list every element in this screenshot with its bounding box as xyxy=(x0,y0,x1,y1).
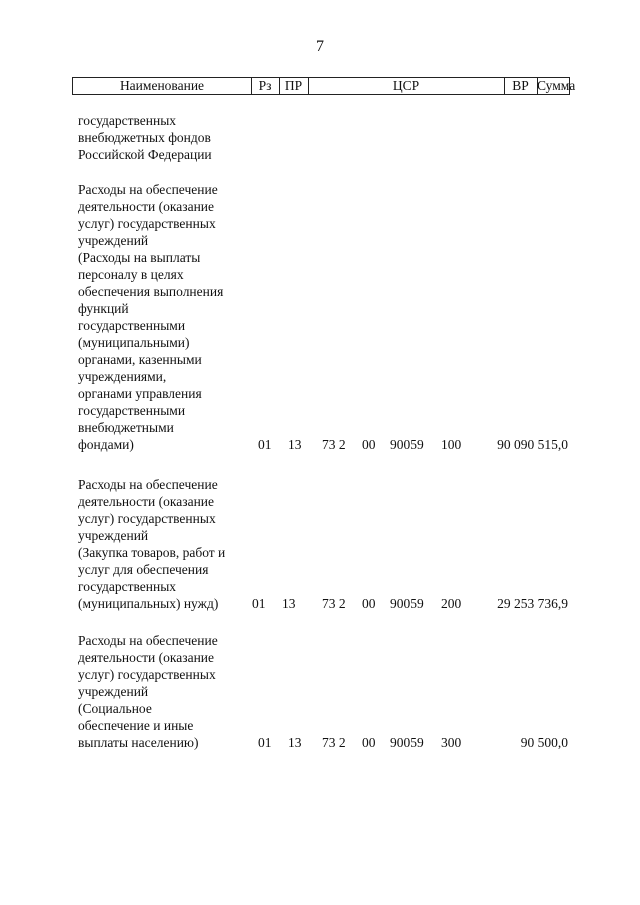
name-line: (муниципальными) xyxy=(78,335,190,350)
header-name: Наименование xyxy=(73,78,252,94)
row-1-values xyxy=(0,436,640,453)
table-header xyxy=(72,77,576,95)
pr-value: 13 xyxy=(288,735,302,750)
name-line: учреждений xyxy=(78,684,149,699)
page-number: 7 xyxy=(316,38,324,55)
row-1-name-block xyxy=(78,181,223,453)
name-line: государственных xyxy=(78,579,177,594)
name-line: органами управления xyxy=(78,386,202,401)
name-line: Российской Федерации xyxy=(78,147,212,162)
rz-value: 01 xyxy=(252,596,266,611)
header-rz: Рз xyxy=(251,78,280,94)
name-line: услуг) государственных xyxy=(78,511,216,526)
pr-value: 13 xyxy=(282,596,296,611)
name-line: учреждениями, xyxy=(78,369,167,384)
header-pr: ПР xyxy=(279,78,309,94)
csr-program-value: 73 2 xyxy=(322,596,346,611)
sum-value: 90 500,0 xyxy=(520,735,568,750)
name-line: фондами) xyxy=(78,437,134,452)
sum-value: 29 253 736,9 xyxy=(497,596,568,611)
name-line: (муниципальных) нужд) xyxy=(78,596,219,611)
csr-subprogram-value: 00 xyxy=(362,596,376,611)
row-2-values xyxy=(0,595,640,612)
name-line: учреждений xyxy=(78,233,149,248)
vr-value: 100 xyxy=(441,437,462,452)
csr-direction-value: 90059 xyxy=(390,735,424,750)
name-line: деятельности (оказание xyxy=(78,199,215,214)
name-line: выплаты населению) xyxy=(78,735,199,750)
csr-direction-value: 90059 xyxy=(390,437,424,452)
row-3-values xyxy=(0,734,640,751)
csr-direction-value: 90059 xyxy=(390,596,424,611)
name-line: функций xyxy=(78,301,129,316)
name-line: обеспечение и иные xyxy=(78,718,194,733)
header-vr: ВР xyxy=(504,78,538,94)
name-line: Расходы на обеспечение xyxy=(78,477,218,492)
csr-program-value: 73 2 xyxy=(322,437,346,452)
vr-value: 200 xyxy=(441,596,462,611)
name-line: Расходы на обеспечение xyxy=(78,182,218,197)
name-line: органами, казенными xyxy=(78,352,202,367)
name-line: (Закупка товаров, работ и xyxy=(78,545,226,560)
name-line: услуг) государственных xyxy=(78,667,216,682)
rz-value: 01 xyxy=(258,437,272,452)
name-line: деятельности (оказание xyxy=(78,494,215,509)
name-line: деятельности (оказание xyxy=(78,650,215,665)
rz-value: 01 xyxy=(258,735,272,750)
name-line: Расходы на обеспечение xyxy=(78,633,218,648)
name-line: персоналу в целях xyxy=(78,267,184,282)
intro-name-block xyxy=(78,112,212,163)
csr-subprogram-value: 00 xyxy=(362,735,376,750)
vr-value: 300 xyxy=(441,735,462,750)
name-line: внебюджетных фондов xyxy=(78,130,211,145)
name-line: услуг для обеспечения xyxy=(78,562,209,577)
header-csr: ЦСР xyxy=(308,78,505,94)
csr-program-value: 73 2 xyxy=(322,735,346,750)
name-line: услуг) государственных xyxy=(78,216,216,231)
name-line: обеспечения выполнения xyxy=(78,284,224,299)
name-line: учреждений xyxy=(78,528,149,543)
name-line: государственными xyxy=(78,318,186,333)
row-2-name-block xyxy=(78,476,225,612)
name-line: государственных xyxy=(78,113,177,128)
header-sum: Сумма xyxy=(537,78,576,93)
name-line: внебюджетными xyxy=(78,420,174,435)
pr-value: 13 xyxy=(288,437,302,452)
sum-value: 90 090 515,0 xyxy=(497,437,568,452)
name-line: государственными xyxy=(78,403,186,418)
name-line: (Социальное xyxy=(78,701,152,716)
name-line: (Расходы на выплаты xyxy=(78,250,201,265)
csr-subprogram-value: 00 xyxy=(362,437,376,452)
